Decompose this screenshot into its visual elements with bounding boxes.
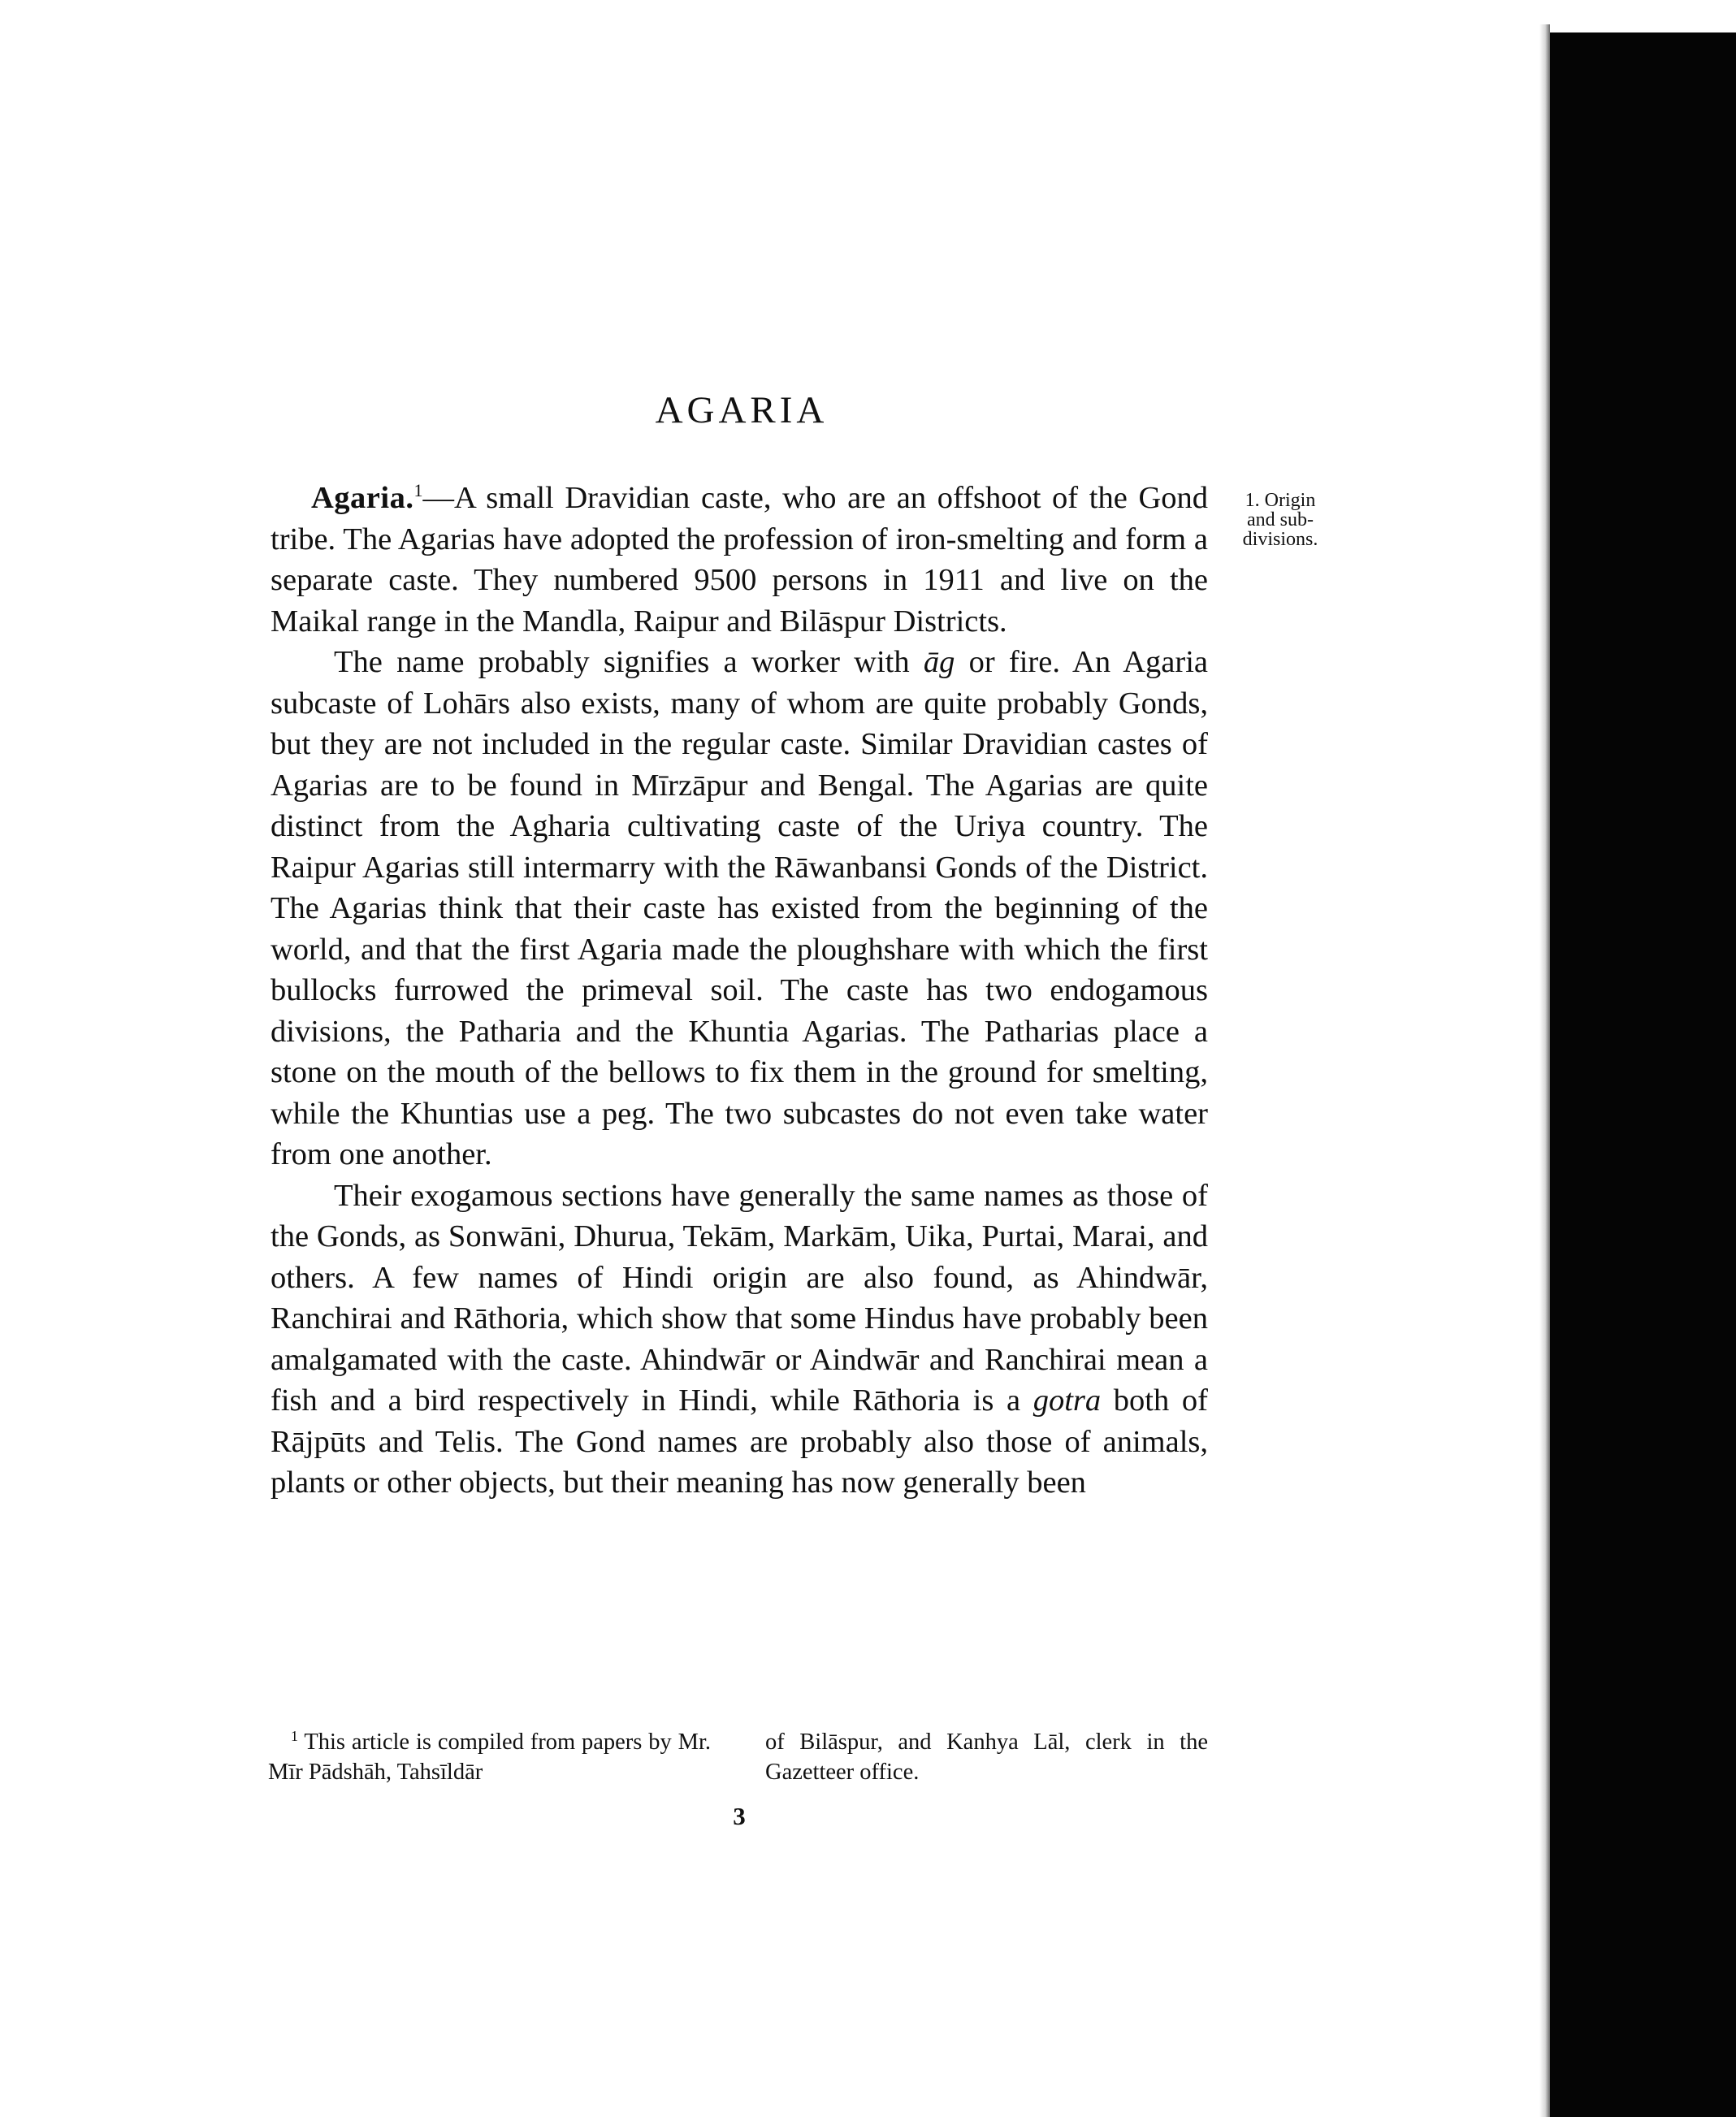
- footnote-reference: 1: [413, 480, 423, 500]
- footnote-column-2: of Bilāspur, and Kanhya Lāl, clerk in the Gazetteer office.: [765, 1730, 1208, 1785]
- paragraph-origin: [271, 478, 1208, 642]
- margin-note-line2: and sub-: [1247, 509, 1314, 530]
- page-edge-shadow: [1539, 24, 1550, 2117]
- article-body: [271, 478, 1208, 1504]
- footnote-mark: 1: [291, 1728, 298, 1744]
- footnote-text-1: This article is compiled from papers by Mr. Mīr Pādshāh, Tahsīldār: [268, 1730, 711, 1785]
- paragraph-text: both of Rājpūts and Telis. The Gond names are probably also those of animals, plants or other objects, but their meaning has now generally been: [271, 1383, 1208, 1500]
- margin-note: [1223, 491, 1337, 549]
- page-number: 3: [733, 1802, 746, 1830]
- margin-note-line1: Origin: [1264, 490, 1316, 511]
- footnote: [268, 1727, 1208, 1787]
- paragraph-text: or fire. An Agaria subcaste of Lohārs also exists, many of whom are quite probably Gonds, but they are not included in the regular caste. Similar Dravidian castes of Agarias are to be found in Mīrzāpur and Bengal. The Agarias are quite distinct from the Agharia cultivating caste of the Uriya country. The Raipur Agarias still intermarry with the Rāwanbansi Gonds of the District. The Agarias think that their caste has existed from the beginning of the world, and that the first Agaria made the ploughshare with which the first bullocks furrowed the primeval soil. The caste has two endogamous divisions, the Patharia and the Khuntia Agarias. The Patharias place a stone on the mouth of the bellows to fix them in the ground for smelting, while the Khuntias use a peg. The two subcastes do not even take water from one another.: [271, 645, 1208, 1171]
- margin-note-line3: divisions.: [1242, 529, 1318, 550]
- margin-note-number: 1.: [1245, 490, 1260, 511]
- paragraph-text: The name probably signifies a worker with: [334, 645, 924, 679]
- paragraph-exogamous-sections: [271, 1175, 1208, 1504]
- paragraph-text: Their exogamous sections have generally the same names as those of the Gonds, as Sonwāni, Dhurua, Tekām, Markām, Uika, Purtai, Marai, and others. A few names of Hindi origin are also found, as Ahindwār, Ranchirai and Rāthoria, which show that some Hindus have probably been amalgamated with the caste. Ahindwār or Aindwār and Ranchirai mean a fish and a bird respectively in Hindi, while Rāthoria is a: [271, 1178, 1208, 1418]
- footnote-column-1: [268, 1727, 711, 1787]
- paragraph-text: —A small Dravidian caste, who are an offshoot of the Gond tribe. The Agarias have adopted the profession of iron-smelting and form a separate caste. They numbered 9500 persons in 1911 and live on the Maikal range in the Mandla, Raipur and Bilāspur Districts.: [271, 481, 1208, 639]
- scan-black-margin: [1550, 32, 1736, 2117]
- italic-term: gotra: [1033, 1383, 1102, 1418]
- page-title: AGARIA: [655, 389, 829, 431]
- entry-headword: Agaria.: [311, 481, 414, 515]
- italic-term: āg: [923, 645, 955, 679]
- paragraph-name: [271, 642, 1208, 1175]
